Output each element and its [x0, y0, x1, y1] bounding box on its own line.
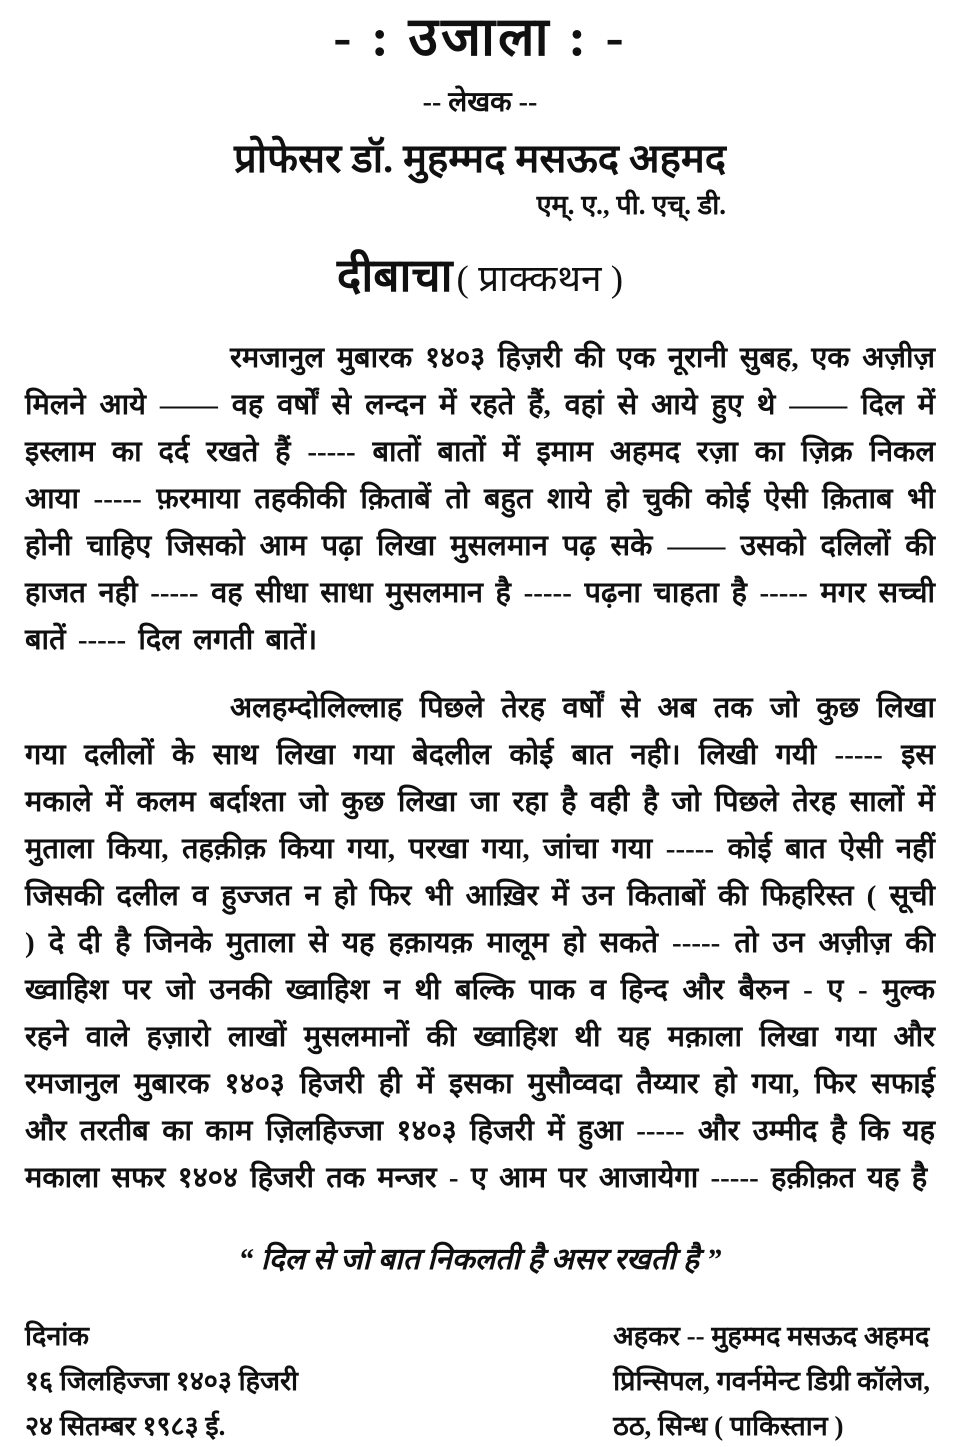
author-degrees: एम्. ए., पी. एच्. डी.	[536, 190, 726, 220]
quote-line: “ दिल से जो बात निकलती है असर रखती है ”	[238, 1243, 722, 1276]
preface-heading-main: दीबाचा	[336, 250, 453, 301]
author-block	[234, 134, 726, 222]
preface-body	[0, 335, 960, 1202]
preface-heading	[0, 246, 960, 317]
author-label: -- लेखक --	[422, 87, 538, 118]
page-title: - : उजाला : -	[333, 7, 627, 67]
hijri-date: १६ जिलहिज्जा १४०३ हिजरी	[25, 1366, 299, 1396]
paragraph-2: अलहम्दोलिल्लाह पिछले तेरह वर्षों से अब तक जो कुछ लिखा गया दलीलों के साथ लिखा गया बेदलील कोई बात नही। लिखी गयी ----- इस मकाले में कलम बर्दाश्ता जो कुछ लिखा जा रहा है वही है जो पिछले तेरह सालों में मुताला किया, तहक़ीक़ किया गया, परखा गया, जांचा गया ----- कोई बात ऐसी नहीं जिसकी दलील व हुज्जत न हो फिर भी आख़िर में उन किताबों की फिहरिस्त ( सूची ) दे दी है जिनके मुताला से यह हक़ायक़ मालूम हो सकते ----- तो उन अज़ीज़ की ख्वाहिश पर जो उनकी ख्वाहिश न थी बल्कि पाक व हिन्द और बैरुन - ए - मुल्क रहने वाले हज़ारो लाखों मुसलमानों की ख्वाहिश थी यह मक़ाला लिखा गया और रमजानुल मुबारक १४०३ हिजरी ही में इसका मुसौव्वदा तैय्यार हो गया, फिर सफाई और तरतीब का काम ज़िलहिज्जा १४०३ हिजरी में हुआ ----- और उम्मीद है कि यह मकाला सफर १४०४ हिजरी तक मन्जर - ए आम पर आजायेगा ----- हक़ीक़त यह है	[25, 692, 935, 1194]
preface-heading-sub: ( प्राक्कथन )	[456, 259, 624, 300]
footer-signature-block	[613, 1314, 930, 1447]
signature-title: प्रिन्सिपल, गवर्नमेन्ट डिग्री कॉलेज,	[613, 1366, 930, 1396]
date-label: दिनांक	[25, 1321, 90, 1351]
signature-location: ठठ, सिन्ध ( पाकिस्तान )	[613, 1411, 844, 1441]
author-name: प्रोफेसर डॉ. मुहम्मद मसऊद अहमद	[234, 136, 726, 181]
gregorian-date: २४ सितम्बर १९८३ ई.	[25, 1411, 226, 1441]
signature-name: अहकर -- मुहम्मद मसऊद अहमद	[613, 1321, 930, 1351]
paragraph-1: रमजानुल मुबारक १४०३ हिज़री की एक नूरानी सुबह, एक अज़ीज़ मिलने आये —— वह वर्षों से लन्दन में रहते हैं, वहां से आये हुए थे —— दिल में इस्लाम का दर्द रखते हैं ----- बातों बातों में इमाम अहमद रज़ा का ज़िक्र निकल आया ----- फ़रमाया तहकीकी क़िताबें तो बहुत शाये हो चुकी कोई ऐसी क़िताब भी होनी चाहिए जिसको आम पढ़ा लिखा मुसलमान पढ़ सके —— उसको दलिलों की हाजत नही ----- वह सीधा साधा मुसलमान है ----- पढ़ना चाहता है ----- मगर सच्ची बातें ----- दिल लगती बातें।	[25, 342, 935, 656]
footer-date-block	[25, 1314, 298, 1447]
footer	[0, 1314, 960, 1447]
